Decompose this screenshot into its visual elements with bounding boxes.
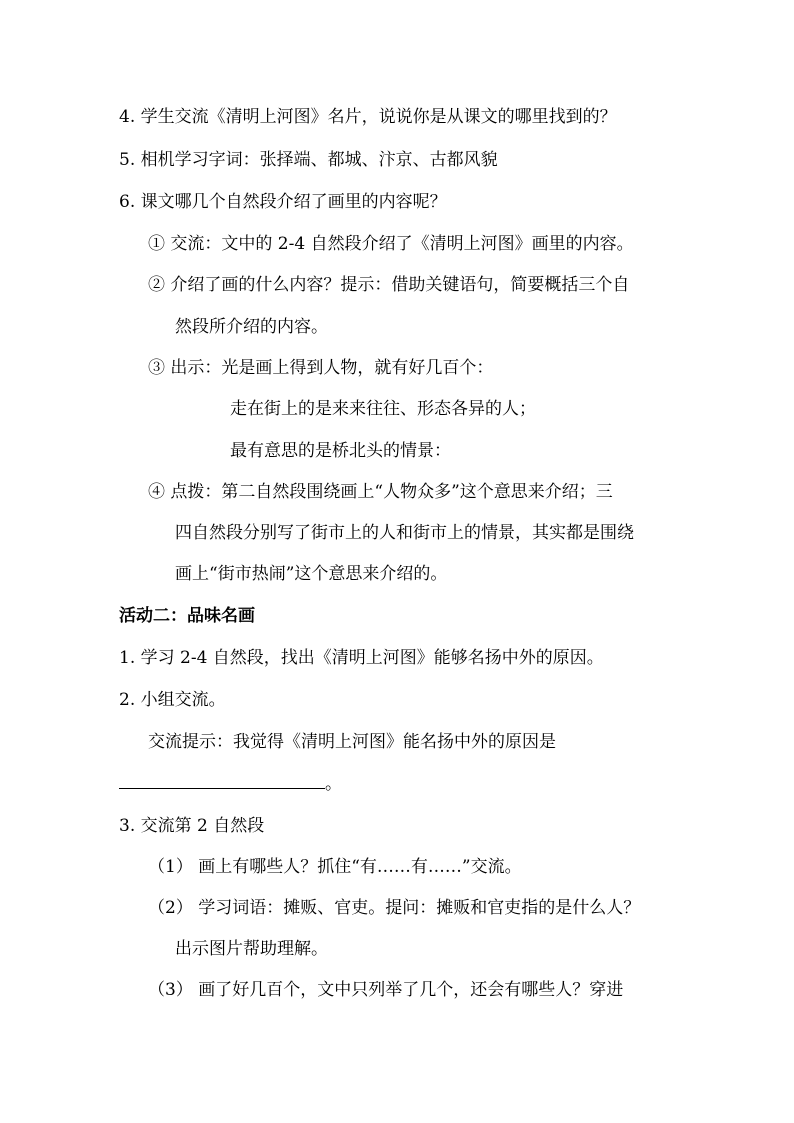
fill-in-blank <box>119 774 325 789</box>
question-2-text: （2） 学习词语：摊贩、官吏。提问：摊贩和官吏指的是什么人？ <box>148 898 641 918</box>
blank-end-punctuation: 。 <box>325 774 342 794</box>
section-heading: 活动二：品味名画 <box>119 606 255 626</box>
question-3-text: （3） 画了好几百个，文中只列举了几个，还会有哪些人？穿进 <box>148 980 624 1000</box>
item-4-text: 4. 学生交流《清明上河图》名片，说说你是从课文的哪里找到的？ <box>119 107 617 127</box>
sub-item-4-continuation-2: 画上“街市热闹”这个意思来介绍的。 <box>175 564 448 584</box>
activity-item-3-text: 3. 交流第 2 自然段 <box>119 816 265 836</box>
sub-item-1-text: ① 交流：文中的 2-4 自然段介绍了《清明上河图》画里的内容。 <box>148 234 634 254</box>
sub-item-4-continuation-1: 四自然段分别写了街市上的人和街市上的情景，其实都是围绕 <box>175 523 634 543</box>
activity-item-2-text: 2. 小组交流。 <box>119 690 226 710</box>
quote-line-1: 走在街上的是来来往往、形态各异的人； <box>230 399 536 419</box>
quote-line-2: 最有意思的是桥北头的情景： <box>230 441 451 461</box>
sub-item-2-text: ② 介绍了画的什么内容？提示：借助关键语句，简要概括三个自 <box>148 275 630 295</box>
question-2-continuation: 出示图片帮助理解。 <box>175 939 328 959</box>
item-6-text: 6. 课文哪几个自然段介绍了画里的内容呢？ <box>119 192 447 212</box>
sub-item-4-text: ④ 点拨：第二自然段围绕画上“人物众多”这个意思来介绍；三 <box>148 482 613 502</box>
discussion-prompt: 交流提示：我觉得《清明上河图》能名扬中外的原因是 <box>148 732 556 752</box>
answer-blank-line <box>119 773 342 795</box>
question-1-text: （1） 画上有哪些人？抓住“有……有……”交流。 <box>148 857 522 877</box>
sub-item-2-continuation: 然段所介绍的内容。 <box>175 317 328 337</box>
sub-item-3-text: ③ 出示：光是画上得到人物，就有好几百个： <box>148 358 494 378</box>
item-5-text: 5. 相机学习字词：张择端、都城、汴京、古都风貌 <box>119 150 498 170</box>
activity-item-1-text: 1. 学习 2-4 自然段，找出《清明上河图》能够名扬中外的原因。 <box>119 648 604 668</box>
